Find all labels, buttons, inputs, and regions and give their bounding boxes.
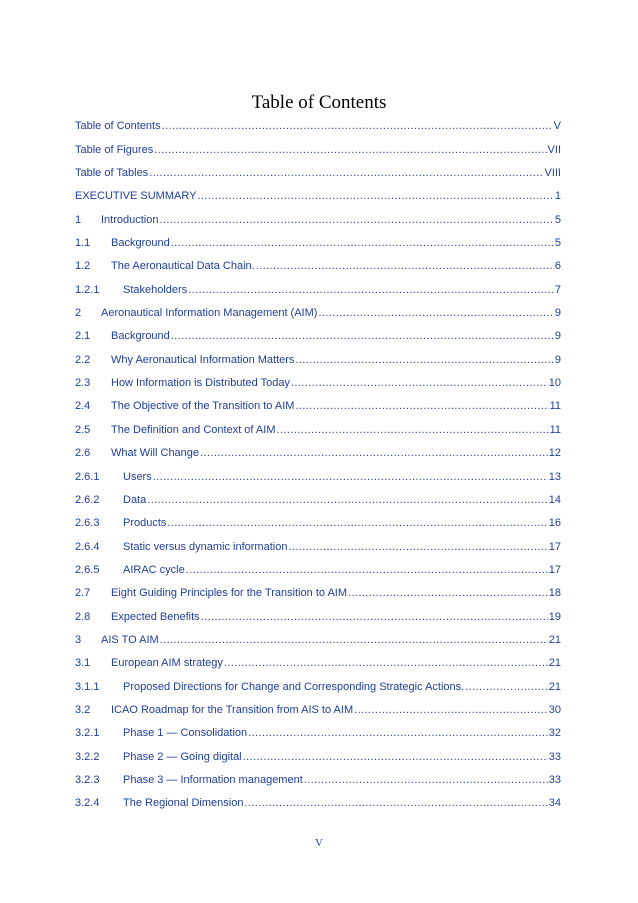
toc-entry-number: 3.2	[75, 703, 91, 716]
toc-entry-label: The Definition and Context of AIM	[111, 423, 276, 436]
toc-entry-label: Why Aeronautical Information Matters	[111, 353, 295, 366]
toc-leader-dots	[318, 306, 553, 320]
toc-leader-dots	[147, 493, 548, 507]
toc-entry[interactable]	[75, 554, 561, 577]
toc-entry-page: VIII	[544, 167, 561, 180]
toc-entry[interactable]	[75, 110, 561, 133]
toc-leader-dots	[288, 540, 547, 554]
toc-entry-number: 2.6.5	[75, 563, 100, 576]
toc-entry-page: 16	[548, 517, 561, 530]
toc-entry-number: 1.2	[75, 260, 91, 273]
toc-entry-page: 9	[554, 330, 561, 343]
toc-entry[interactable]	[75, 764, 561, 787]
toc-entry[interactable]	[75, 647, 561, 670]
toc-entry-page: 21	[548, 657, 561, 670]
toc-entry[interactable]	[75, 250, 561, 273]
toc-entry-label: What Will Change	[111, 447, 200, 460]
toc-entry-page: 11	[549, 400, 561, 413]
toc-entry-label: Stakeholders	[123, 283, 188, 296]
toc-entry-label: Background	[111, 237, 170, 250]
toc-entry-label: Phase 1 — Consolidation	[123, 727, 248, 740]
toc-leader-dots	[154, 143, 546, 157]
toc-entry-number: 2	[75, 307, 82, 320]
toc-entry-number: 1	[75, 213, 82, 226]
toc-entry-label: Data	[123, 493, 147, 506]
toc-entry-label: How Information is Distributed Today	[111, 377, 290, 390]
toc-entry-page: VII	[547, 143, 561, 156]
toc-entry-page: 30	[548, 703, 561, 716]
toc-entry-number: 3.2.1	[75, 727, 100, 740]
toc-entry-label: Phase 2 — Going digital	[123, 750, 242, 763]
toc-entry-page: 7	[554, 283, 561, 296]
toc-entry-number: 3.2.2	[75, 750, 100, 763]
toc-entry-page: 33	[548, 750, 561, 763]
toc-entry-page: 1	[554, 190, 561, 203]
toc-leader-dots	[348, 586, 548, 600]
toc-leader-dots	[197, 189, 553, 203]
toc-entry-page: V	[553, 120, 561, 133]
toc-entry-number: 3.1.1	[75, 680, 100, 693]
toc-entry-number: 3.1	[75, 657, 91, 670]
toc-entry-label: Introduction	[101, 213, 159, 226]
toc-entry-number: 2.4	[75, 400, 91, 413]
toc-entry-page: 21	[548, 680, 561, 693]
footer-page-number: V	[315, 837, 323, 849]
toc-entry[interactable]	[75, 530, 561, 553]
toc-list	[75, 110, 561, 810]
toc-entry-page: 18	[548, 587, 561, 600]
toc-leader-dots	[354, 703, 548, 717]
toc-entry-number: 2.6.1	[75, 470, 100, 483]
toc-entry-page: 14	[548, 493, 561, 506]
toc-leader-dots	[256, 259, 554, 273]
toc-entry-page: 21	[548, 633, 561, 646]
toc-entry[interactable]	[75, 694, 561, 717]
toc-leader-dots	[200, 446, 548, 460]
toc-entry[interactable]	[75, 624, 561, 647]
toc-entry[interactable]	[75, 717, 561, 740]
toc-entry-label: European AIM strategy	[111, 657, 223, 670]
toc-entry-number: 2.6.2	[75, 493, 100, 506]
toc-entry-page: 17	[548, 563, 561, 576]
toc-entry-page: 33	[548, 773, 561, 786]
toc-entry-page: 17	[548, 540, 561, 553]
toc-entry-label: Products	[123, 517, 167, 530]
toc-entry[interactable]	[75, 273, 561, 296]
toc-leader-dots	[276, 423, 548, 437]
toc-leader-dots	[244, 796, 547, 810]
toc-leader-dots	[153, 470, 548, 484]
toc-entry-label: Aeronautical Information Management (AIM)	[101, 307, 318, 320]
toc-entry-number: 2.6.3	[75, 517, 100, 530]
toc-leader-dots	[186, 563, 548, 577]
toc-entry-label: Static versus dynamic information	[123, 540, 288, 553]
toc-leader-dots	[304, 773, 548, 787]
toc-entry-label: Users	[123, 470, 152, 483]
toc-entry-number: 2.5	[75, 423, 91, 436]
toc-entry-label: ICAO Roadmap for the Transition from AIS to AIM	[111, 703, 354, 716]
toc-leader-dots	[160, 633, 548, 647]
toc-leader-dots	[201, 610, 548, 624]
toc-leader-dots	[295, 399, 548, 413]
toc-entry-page: 5	[554, 213, 561, 226]
toc-leader-dots	[167, 516, 547, 530]
toc-leader-dots	[149, 166, 543, 180]
toc-leader-dots	[465, 680, 548, 694]
toc-entry[interactable]	[75, 577, 561, 600]
toc-entry-number: 2.1	[75, 330, 91, 343]
toc-leader-dots	[224, 656, 548, 670]
toc-entry[interactable]	[75, 413, 561, 436]
toc-entry-page: 11	[549, 423, 561, 436]
toc-entry-number: 2.7	[75, 587, 91, 600]
toc-entry[interactable]	[75, 133, 561, 156]
toc-leader-dots	[188, 283, 554, 297]
toc-leader-dots	[171, 236, 554, 250]
toc-entry[interactable]	[75, 787, 561, 810]
toc-entry-label: Phase 3 — Information management	[123, 773, 303, 786]
toc-entry-label: The Aeronautical Data Chain.	[111, 260, 255, 273]
toc-entry-page: 9	[554, 353, 561, 366]
toc-entry-number: 2.8	[75, 610, 91, 623]
page-title: Table of Contents	[251, 92, 387, 113]
toc-entry-page: 32	[548, 727, 561, 740]
toc-entry[interactable]	[75, 343, 561, 366]
toc-entry-number: 2.6	[75, 447, 91, 460]
toc-leader-dots	[162, 119, 553, 133]
toc-entry-label: AIS TO AIM	[101, 633, 159, 646]
toc-entry-label: AIRAC cycle	[123, 563, 185, 576]
toc-entry-page: 13	[548, 470, 561, 483]
toc-entry[interactable]	[75, 484, 561, 507]
toc-entry-page: 5	[554, 237, 561, 250]
toc-entry-label: The Regional Dimension	[123, 797, 244, 810]
toc-entry-page: 10	[548, 377, 561, 390]
toc-entry[interactable]	[75, 320, 561, 343]
toc-entry-number: 1.1	[75, 237, 91, 250]
toc-entry-number: 2.6.4	[75, 540, 100, 553]
toc-leader-dots	[171, 329, 554, 343]
toc-entry-label: Background	[111, 330, 170, 343]
toc-entry-number: 2.2	[75, 353, 91, 366]
toc-entry[interactable]	[75, 600, 561, 623]
toc-entry[interactable]	[75, 227, 561, 250]
toc-leader-dots	[295, 353, 553, 367]
toc-entry-number: 3.2.4	[75, 797, 100, 810]
toc-entry-page: 19	[548, 610, 561, 623]
toc-entry-page: 12	[548, 447, 561, 460]
toc-entry[interactable]	[75, 367, 561, 390]
toc-leader-dots	[159, 213, 553, 227]
toc-entry[interactable]	[75, 203, 561, 226]
toc-entry[interactable]	[75, 670, 561, 693]
toc-entry-label: Table of Figures	[75, 143, 154, 156]
toc-entry[interactable]	[75, 460, 561, 483]
toc-entry[interactable]	[75, 157, 561, 180]
toc-entry[interactable]	[75, 437, 561, 460]
toc-leader-dots	[291, 376, 548, 390]
toc-entry-number: 3	[75, 633, 82, 646]
toc-entry[interactable]	[75, 740, 561, 763]
toc-entry[interactable]	[75, 180, 561, 203]
toc-entry-page: 34	[548, 797, 561, 810]
toc-entry-page: 6	[554, 260, 561, 273]
toc-entry-label: EXECUTIVE SUMMARY	[75, 190, 197, 203]
toc-entry-label: Eight Guiding Principles for the Transition to AIM	[111, 587, 348, 600]
toc-entry-label: Table of Tables	[75, 167, 149, 180]
toc-entry-label: Expected Benefits	[111, 610, 200, 623]
toc-entry-label: The Objective of the Transition to AIM	[111, 400, 295, 413]
toc-leader-dots	[243, 750, 548, 764]
toc-entry[interactable]	[75, 390, 561, 413]
toc-entry-number: 3.2.3	[75, 773, 100, 786]
toc-entry[interactable]	[75, 297, 561, 320]
toc-entry[interactable]	[75, 507, 561, 530]
toc-leader-dots	[248, 726, 548, 740]
toc-entry-page: 9	[554, 307, 561, 320]
toc-entry-number: 2.3	[75, 377, 91, 390]
toc-entry-number: 1.2.1	[75, 283, 100, 296]
toc-entry-label: Table of Contents	[75, 120, 161, 133]
toc-entry-label: Proposed Directions for Change and Corresponding Strategic Actions.	[123, 680, 465, 693]
